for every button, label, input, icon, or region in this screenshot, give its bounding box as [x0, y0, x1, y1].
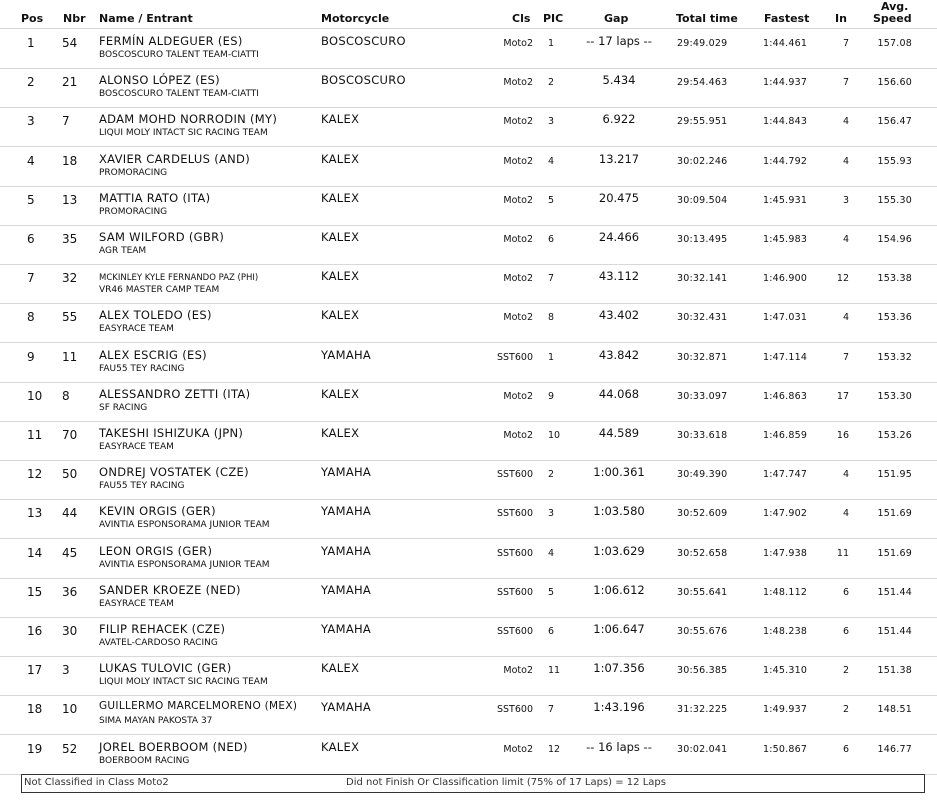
avg-speed: 155.93 [877, 155, 912, 167]
header-name: Name / Entrant [99, 12, 193, 25]
class: Moto2 [503, 273, 533, 285]
total-time: 30:02.041 [677, 743, 728, 755]
gap: 1:43.196 [593, 700, 645, 715]
position: 8 [27, 310, 35, 325]
position-in-class: 5 [548, 194, 555, 206]
header-gap: Gap [604, 12, 629, 25]
position-in-class: 6 [548, 626, 555, 637]
number: 32 [62, 271, 78, 286]
fastest-lap: 1:44.792 [763, 155, 808, 167]
fastest-lap: 1:48.238 [763, 626, 808, 637]
gap: 1:00.361 [593, 465, 645, 480]
total-time: 30:56.385 [677, 665, 728, 677]
position: 13 [27, 506, 43, 521]
gap: 1:06.612 [593, 582, 645, 597]
class: Moto2 [503, 665, 533, 677]
avg-speed: 153.32 [877, 351, 912, 363]
fastest-lap-number: 3 [842, 194, 849, 206]
avg-speed: 153.36 [877, 312, 912, 324]
position-in-class: 11 [548, 665, 561, 677]
total-time: 30:32.431 [677, 312, 728, 324]
table-row [0, 264, 937, 304]
gap: 1:03.629 [593, 543, 645, 558]
class: SST600 [497, 704, 533, 716]
position-in-class: 4 [548, 547, 555, 559]
fastest-lap-number: 4 [842, 155, 849, 167]
number: 45 [62, 545, 78, 560]
position-in-class: 12 [548, 743, 561, 755]
table-row [0, 343, 937, 383]
avg-speed: 153.26 [877, 430, 912, 441]
fastest-lap-number: 2 [842, 665, 849, 677]
fastest-lap: 1:47.114 [763, 351, 808, 363]
number: 3 [62, 663, 70, 678]
position: 2 [27, 75, 35, 90]
fastest-lap: 1:44.461 [763, 38, 808, 49]
rider-name: SAM WILFORD (GBR) [99, 230, 225, 244]
rider-name: FERMÍN ALDEGUER (ES) [99, 34, 243, 48]
avg-speed: 154.96 [877, 234, 912, 245]
total-time: 30:13.495 [677, 234, 728, 245]
motorcycle: KALEX [321, 386, 360, 401]
fastest-lap: 1:48.112 [763, 586, 808, 598]
class: SST600 [497, 469, 533, 481]
header-fastest: Fastest [764, 12, 810, 25]
fastest-lap-number: 4 [842, 234, 849, 245]
fastest-lap: 1:45.931 [763, 194, 808, 206]
rider-name: ALEX TOLEDO (ES) [99, 308, 212, 323]
team-name: AVINTIA ESPONSORAMA JUNIOR TEAM [99, 520, 270, 531]
total-time: 30:33.097 [677, 390, 728, 402]
number: 30 [62, 624, 78, 638]
number: 7 [62, 114, 70, 129]
table-row [0, 735, 937, 775]
position-in-class: 4 [548, 155, 555, 167]
avg-speed: 151.69 [877, 547, 912, 559]
gap: 6.922 [602, 112, 636, 127]
table-row [0, 578, 937, 618]
class: Moto2 [503, 38, 533, 49]
table-row [0, 225, 937, 265]
position-in-class: 9 [548, 390, 555, 402]
total-time: 29:55.951 [677, 116, 728, 128]
table-row [0, 460, 937, 500]
position-in-class: 6 [548, 234, 555, 245]
class: Moto2 [503, 430, 533, 441]
fastest-lap: 1:45.310 [763, 665, 808, 677]
table-row [0, 499, 937, 539]
rider-name: SANDER KROEZE (NED) [99, 582, 241, 597]
position: 16 [27, 624, 43, 638]
team-name: LIQUI MOLY INTACT SIC RACING TEAM [99, 128, 268, 139]
position: 5 [27, 192, 35, 207]
class: Moto2 [503, 194, 533, 206]
position-in-class: 7 [548, 273, 555, 285]
fastest-lap: 1:47.747 [763, 469, 808, 481]
motorcycle: BOSCOSCURO [321, 34, 406, 48]
footer-note [21, 774, 925, 793]
number: 21 [62, 75, 78, 90]
fastest-lap: 1:47.902 [763, 508, 808, 520]
number: 8 [62, 388, 70, 403]
position: 7 [27, 271, 35, 286]
gap: 44.589 [598, 426, 640, 440]
header-avg-bottom: Speed [873, 12, 912, 25]
motorcycle: BOSCOSCURO [321, 73, 406, 88]
position: 19 [27, 741, 43, 756]
avg-speed: 146.77 [877, 743, 912, 755]
rider-name: KEVIN ORGIS (GER) [99, 504, 216, 519]
avg-speed: 151.44 [877, 586, 912, 598]
footer-not-classified: Not Classified in Class Moto2 [24, 777, 169, 788]
motorcycle: KALEX [321, 230, 360, 244]
motorcycle: KALEX [321, 308, 360, 323]
motorcycle: KALEX [321, 112, 360, 127]
fastest-lap-number: 6 [842, 586, 849, 598]
team-name: LIQUI MOLY INTACT SIC RACING TEAM [99, 677, 268, 688]
motorcycle: YAMAHA [321, 543, 372, 558]
footer-classification-limit: Did not Finish Or Classification limit (75% of 17 Laps) = 12 Laps [346, 777, 666, 788]
avg-speed: 156.47 [877, 116, 912, 128]
gap: -- 16 laps -- [586, 739, 652, 754]
header-total-time: Total time [676, 12, 738, 25]
team-name: BOSCOSCURO TALENT TEAM-CIATTI [99, 50, 259, 60]
motorcycle: KALEX [321, 661, 360, 676]
class: Moto2 [503, 234, 533, 245]
total-time: 30:32.871 [677, 351, 728, 363]
rider-name: TAKESHI ISHIZUKA (JPN) [99, 426, 244, 440]
number: 18 [62, 153, 78, 168]
total-time: 30:52.658 [677, 547, 728, 559]
position: 3 [27, 114, 35, 129]
total-time: 31:32.225 [677, 704, 728, 716]
header-pic: PIC [543, 12, 564, 25]
number: 55 [62, 310, 78, 325]
team-name: FAU55 TEY RACING [99, 481, 185, 492]
position: 17 [27, 663, 43, 678]
rider-name: MATTIA RATO (ITA) [99, 190, 211, 205]
rider-name: MCKINLEY KYLE FERNANDO PAZ (PHI) [99, 273, 259, 284]
position-in-class: 7 [548, 704, 555, 716]
class: Moto2 [503, 155, 533, 167]
number: 35 [62, 232, 78, 246]
motorcycle: YAMAHA [321, 700, 372, 715]
fastest-lap: 1:46.863 [763, 390, 808, 402]
rider-name: ADAM MOHD NORRODIN (MY) [99, 112, 278, 127]
class: SST600 [497, 586, 533, 598]
motorcycle: YAMAHA [321, 504, 372, 519]
motorcycle: KALEX [321, 151, 360, 166]
total-time: 30:52.609 [677, 508, 728, 520]
rider-name: ALESSANDRO ZETTI (ITA) [99, 386, 251, 401]
table-row [0, 147, 937, 187]
position-in-class: 3 [548, 116, 555, 128]
header-cls: Cls [512, 12, 531, 25]
header-avg-top: Avg. [881, 0, 909, 13]
gap: 1:07.356 [593, 661, 645, 676]
gap: -- 17 laps -- [586, 34, 652, 48]
team-name: BOSCOSCURO TALENT TEAM-CIATTI [99, 89, 259, 100]
fastest-lap-number: 4 [842, 469, 849, 481]
fastest-lap: 1:49.937 [763, 704, 808, 716]
rider-name: XAVIER CARDELUS (AND) [99, 151, 250, 166]
gap: 13.217 [598, 151, 640, 166]
table-row [0, 695, 937, 735]
table-row [0, 656, 937, 696]
team-name: EASYRACE TEAM [99, 442, 174, 452]
number: 44 [62, 506, 78, 521]
total-time: 30:55.676 [677, 626, 728, 637]
table-row [0, 29, 937, 69]
number: 52 [62, 741, 78, 756]
team-name: BOERBOOM RACING [99, 755, 190, 766]
motorcycle: YAMAHA [321, 347, 372, 362]
fastest-lap: 1:44.843 [763, 116, 808, 128]
header-in: In [835, 12, 847, 25]
total-time: 30:33.618 [677, 430, 728, 441]
class: Moto2 [503, 390, 533, 402]
fastest-lap: 1:44.937 [763, 77, 808, 89]
total-time: 29:54.463 [677, 77, 728, 89]
fastest-lap-number: 6 [842, 743, 849, 755]
fastest-lap-number: 12 [836, 273, 849, 285]
table-row [0, 303, 937, 343]
class: Moto2 [503, 116, 533, 128]
position-in-class: 1 [548, 351, 555, 363]
position-in-class: 1 [548, 38, 555, 49]
position: 14 [27, 545, 43, 560]
team-name: SF RACING [99, 402, 148, 413]
team-name: PROMORACING [99, 206, 168, 217]
fastest-lap-number: 11 [836, 547, 849, 559]
avg-speed: 151.69 [877, 508, 912, 520]
fastest-lap-number: 7 [842, 38, 849, 49]
number: 54 [62, 36, 78, 50]
number: 70 [62, 428, 78, 442]
fastest-lap: 1:50.867 [763, 743, 808, 755]
avg-speed: 151.44 [877, 626, 912, 637]
position: 4 [27, 153, 35, 168]
position-in-class: 8 [548, 312, 555, 324]
fastest-lap-number: 4 [842, 312, 849, 324]
header-pos: Pos [21, 12, 44, 25]
fastest-lap: 1:47.938 [763, 547, 808, 559]
total-time: 30:09.504 [677, 194, 728, 206]
motorcycle: YAMAHA [321, 622, 372, 636]
avg-speed: 156.60 [877, 77, 912, 89]
team-name: AVINTIA ESPONSORAMA JUNIOR TEAM [99, 559, 270, 570]
number: 13 [62, 192, 78, 207]
gap: 1:03.580 [593, 504, 645, 519]
fastest-lap: 1:47.031 [763, 312, 808, 324]
position-in-class: 5 [548, 586, 555, 598]
rider-name: FILIP REHACEK (CZE) [99, 622, 226, 636]
position-in-class: 2 [548, 469, 555, 481]
position: 12 [27, 467, 43, 482]
gap: 43.842 [598, 347, 640, 362]
rider-name: ALONSO LÓPEZ (ES) [99, 73, 220, 88]
fastest-lap-number: 4 [842, 508, 849, 520]
motorcycle: KALEX [321, 426, 360, 440]
team-name: AVATEL-CARDOSO RACING [99, 638, 218, 648]
table-row [0, 107, 937, 147]
table-row [0, 539, 937, 579]
position-in-class: 10 [548, 430, 561, 441]
number: 50 [62, 467, 78, 482]
rider-name: JOREL BOERBOOM (NED) [99, 739, 248, 754]
class: Moto2 [503, 743, 533, 755]
class: SST600 [497, 547, 533, 559]
avg-speed: 153.38 [877, 273, 912, 285]
motorcycle: YAMAHA [321, 582, 372, 597]
number: 11 [62, 349, 78, 364]
position: 9 [27, 349, 35, 364]
header-nbr: Nbr [63, 12, 86, 25]
gap: 20.475 [598, 190, 640, 205]
team-name: FAU55 TEY RACING [99, 363, 185, 374]
rider-name: ONDREJ VOSTATEK (CZE) [99, 465, 249, 480]
fastest-lap: 1:46.900 [763, 273, 808, 285]
fastest-lap-number: 2 [842, 704, 849, 716]
motorcycle: KALEX [321, 190, 360, 205]
gap: 24.466 [598, 230, 640, 244]
position: 18 [27, 702, 43, 717]
team-name: SIMA MAYAN PAKOSTA 37 [99, 716, 213, 727]
gap: 44.068 [598, 386, 640, 401]
table-row [0, 382, 937, 422]
fastest-lap-number: 17 [836, 390, 849, 402]
avg-speed: 155.30 [877, 194, 912, 206]
motorcycle: YAMAHA [321, 465, 372, 480]
number: 36 [62, 584, 78, 599]
position: 11 [27, 428, 43, 442]
total-time: 30:02.246 [677, 155, 728, 167]
avg-speed: 151.38 [877, 665, 912, 677]
position-in-class: 2 [548, 77, 555, 89]
fastest-lap: 1:45.983 [763, 234, 808, 245]
fastest-lap-number: 4 [842, 116, 849, 128]
fastest-lap-number: 6 [842, 626, 849, 637]
position: 6 [27, 232, 35, 246]
team-name: EASYRACE TEAM [99, 324, 174, 335]
total-time: 30:49.390 [677, 469, 728, 481]
class: SST600 [497, 508, 533, 520]
number: 10 [62, 702, 78, 717]
fastest-lap-number: 16 [836, 430, 849, 441]
table-row [0, 617, 937, 657]
total-time: 30:55.641 [677, 586, 728, 598]
fastest-lap: 1:46.859 [763, 430, 808, 441]
gap: 1:06.647 [593, 622, 645, 636]
team-name: VR46 MASTER CAMP TEAM [99, 285, 220, 296]
total-time: 29:49.029 [677, 38, 728, 49]
table-row [0, 421, 937, 461]
class: Moto2 [503, 312, 533, 324]
rider-name: ALEX ESCRIG (ES) [99, 347, 207, 362]
avg-speed: 148.51 [877, 704, 912, 716]
header-motorcycle: Motorcycle [321, 12, 390, 25]
team-name: PROMORACING [99, 167, 168, 178]
gap: 5.434 [602, 73, 636, 88]
table-row [0, 68, 937, 108]
table-header [0, 0, 937, 29]
table-row [0, 186, 937, 226]
team-name: EASYRACE TEAM [99, 598, 174, 609]
rider-name: LEON ORGIS (GER) [99, 543, 213, 558]
position-in-class: 3 [548, 508, 555, 520]
avg-speed: 153.30 [877, 390, 912, 402]
gap: 43.402 [598, 308, 640, 323]
gap: 43.112 [598, 269, 640, 284]
class: Moto2 [503, 77, 533, 89]
position: 15 [27, 584, 43, 599]
class: SST600 [497, 626, 533, 637]
avg-speed: 151.95 [877, 469, 912, 481]
rider-name: LUKAS TULOVIC (GER) [99, 661, 232, 676]
rider-name: GUILLERMO MARCELMORENO (MEX) [99, 700, 298, 713]
motorcycle: KALEX [321, 269, 360, 284]
motorcycle: KALEX [321, 739, 360, 754]
fastest-lap-number: 7 [842, 77, 849, 89]
position: 10 [27, 388, 43, 403]
fastest-lap-number: 7 [842, 351, 849, 363]
position: 1 [27, 36, 35, 50]
class: SST600 [497, 351, 533, 363]
total-time: 30:32.141 [677, 273, 728, 285]
team-name: AGR TEAM [99, 246, 147, 256]
avg-speed: 157.08 [877, 38, 912, 49]
